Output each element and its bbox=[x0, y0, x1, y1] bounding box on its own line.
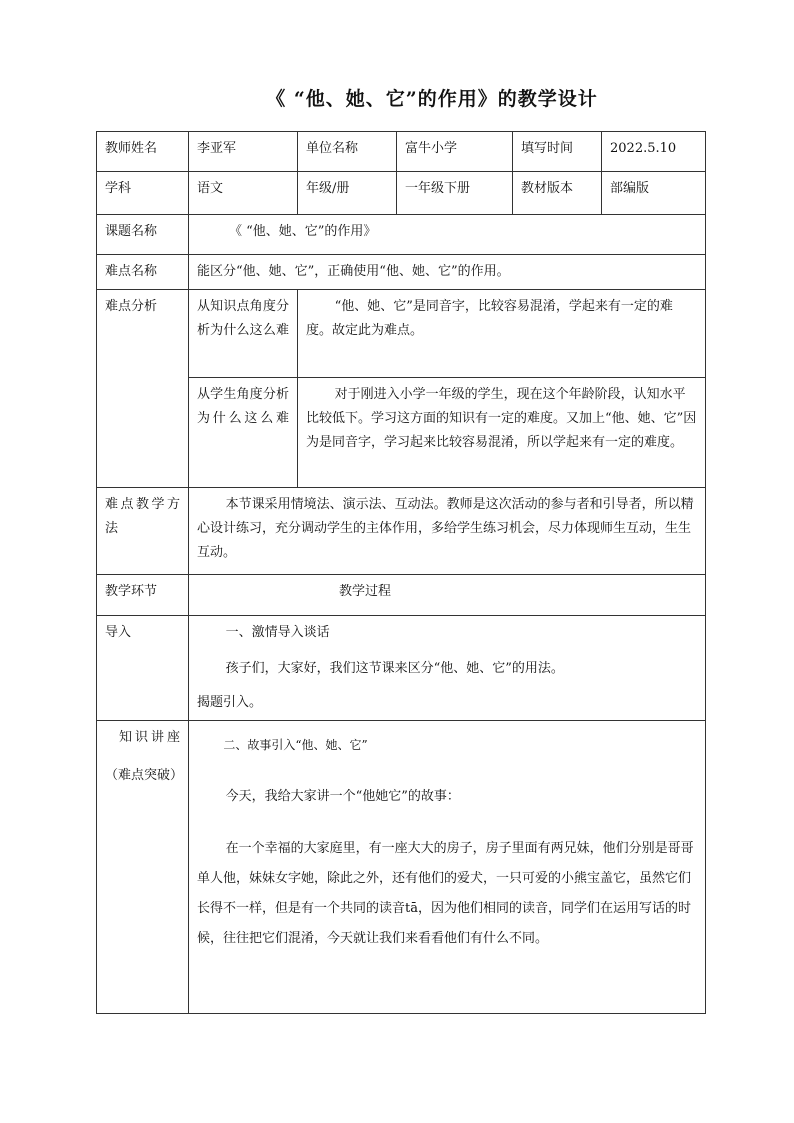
student-angle-text: 对于刚进入小学一年级的学生，现在这个年龄阶段，认知水平比较低下。学习这方面的知识有一定的难度。又加上“他、她、它”因为是同音字，学习起来比较容易混淆，所以学起来有一定的难度。 bbox=[298, 378, 706, 488]
lecture-content bbox=[189, 721, 706, 1014]
table-row bbox=[97, 488, 706, 575]
lecture-paragraph: 在一个幸福的大家庭里，有一座大大的房子，房子里面有两兄妹，他们分别是哥哥单人他，妹妹女字她，除此之外，还有他们的爱犬，一只可爱的小熊宝盖它，虽然它们长得不一样，但是有一个共同的读音tā，因为他们相同的读音，同学们在运用写话的时候，往往把它们混淆，今天就让我们来看看他们有什么不同。 bbox=[197, 841, 694, 946]
grade-value: 一年级下册 bbox=[397, 172, 513, 215]
table-row bbox=[97, 575, 706, 616]
table-row bbox=[97, 616, 706, 721]
lecture-label-line: 知识讲座 bbox=[119, 730, 180, 745]
grade-label: 年级/册 bbox=[298, 172, 397, 215]
table-row bbox=[97, 215, 706, 255]
fill-date-value: 2022.5.10 bbox=[602, 132, 706, 172]
unit-name-label: 单位名称 bbox=[298, 132, 397, 172]
method-label: 难点教学方法 bbox=[97, 488, 189, 575]
unit-name-value: 富牛小学 bbox=[397, 132, 513, 172]
lecture-heading: 二、故事引入“他、她、它” bbox=[223, 738, 368, 752]
knowledge-angle-text: “他、她、它”是同音字，比较容易混淆，学起来有一定的难度。故定此为难点。 bbox=[298, 290, 706, 378]
table-row bbox=[97, 378, 706, 488]
table-row bbox=[97, 132, 706, 172]
process-header: 教学过程 bbox=[189, 575, 706, 616]
intro-content bbox=[189, 616, 706, 721]
table-row bbox=[97, 172, 706, 215]
edition-value: 部编版 bbox=[602, 172, 706, 215]
fill-date-label: 填写时间 bbox=[513, 132, 602, 172]
intro-line: 揭题引入。 bbox=[197, 695, 263, 710]
topic-label: 课题名称 bbox=[97, 215, 189, 255]
table-row bbox=[97, 721, 706, 1014]
subject-value: 语文 bbox=[189, 172, 298, 215]
lecture-line: 今天，我给大家讲一个“他她它”的故事： bbox=[225, 789, 460, 804]
document-title: 《 “他、她、它”的作用》的教学设计 bbox=[266, 88, 598, 110]
lecture-label-line: （难点突破） bbox=[105, 768, 184, 783]
intro-line: 孩子们，大家好，我们这节课来区分“他、她、它”的用法。 bbox=[225, 661, 564, 676]
lesson-plan-table bbox=[96, 131, 706, 1014]
teacher-name-label: 教师姓名 bbox=[97, 132, 189, 172]
analysis-label: 难点分析 bbox=[97, 290, 189, 488]
edition-label: 教材版本 bbox=[513, 172, 602, 215]
topic-value: 《 “他、她、它”的作用》 bbox=[189, 215, 706, 255]
table-row bbox=[97, 255, 706, 290]
subject-label: 学科 bbox=[97, 172, 189, 215]
difficulty-label: 难点名称 bbox=[97, 255, 189, 290]
student-angle-label: 从学生角度分析为什么这么难 bbox=[189, 378, 298, 488]
intro-heading: 一、激情导入谈话 bbox=[225, 625, 330, 640]
process-step-label: 教学环节 bbox=[97, 575, 189, 616]
lecture-label bbox=[97, 721, 189, 1014]
difficulty-value: 能区分“他、她、它”，正确使用“他、她、它”的作用。 bbox=[189, 255, 706, 290]
knowledge-angle-label: 从知识点角度分析为什么这么难 bbox=[189, 290, 298, 378]
table-row bbox=[97, 290, 706, 378]
method-text: 本节课采用情境法、演示法、互动法。教师是这次活动的参与者和引导者，所以精心设计练习，充分调动学生的主体作用，多给学生练习机会，尽力体现师生互动，生生互动。 bbox=[189, 488, 706, 575]
intro-label: 导入 bbox=[97, 616, 189, 721]
teacher-name-value: 李亚军 bbox=[189, 132, 298, 172]
